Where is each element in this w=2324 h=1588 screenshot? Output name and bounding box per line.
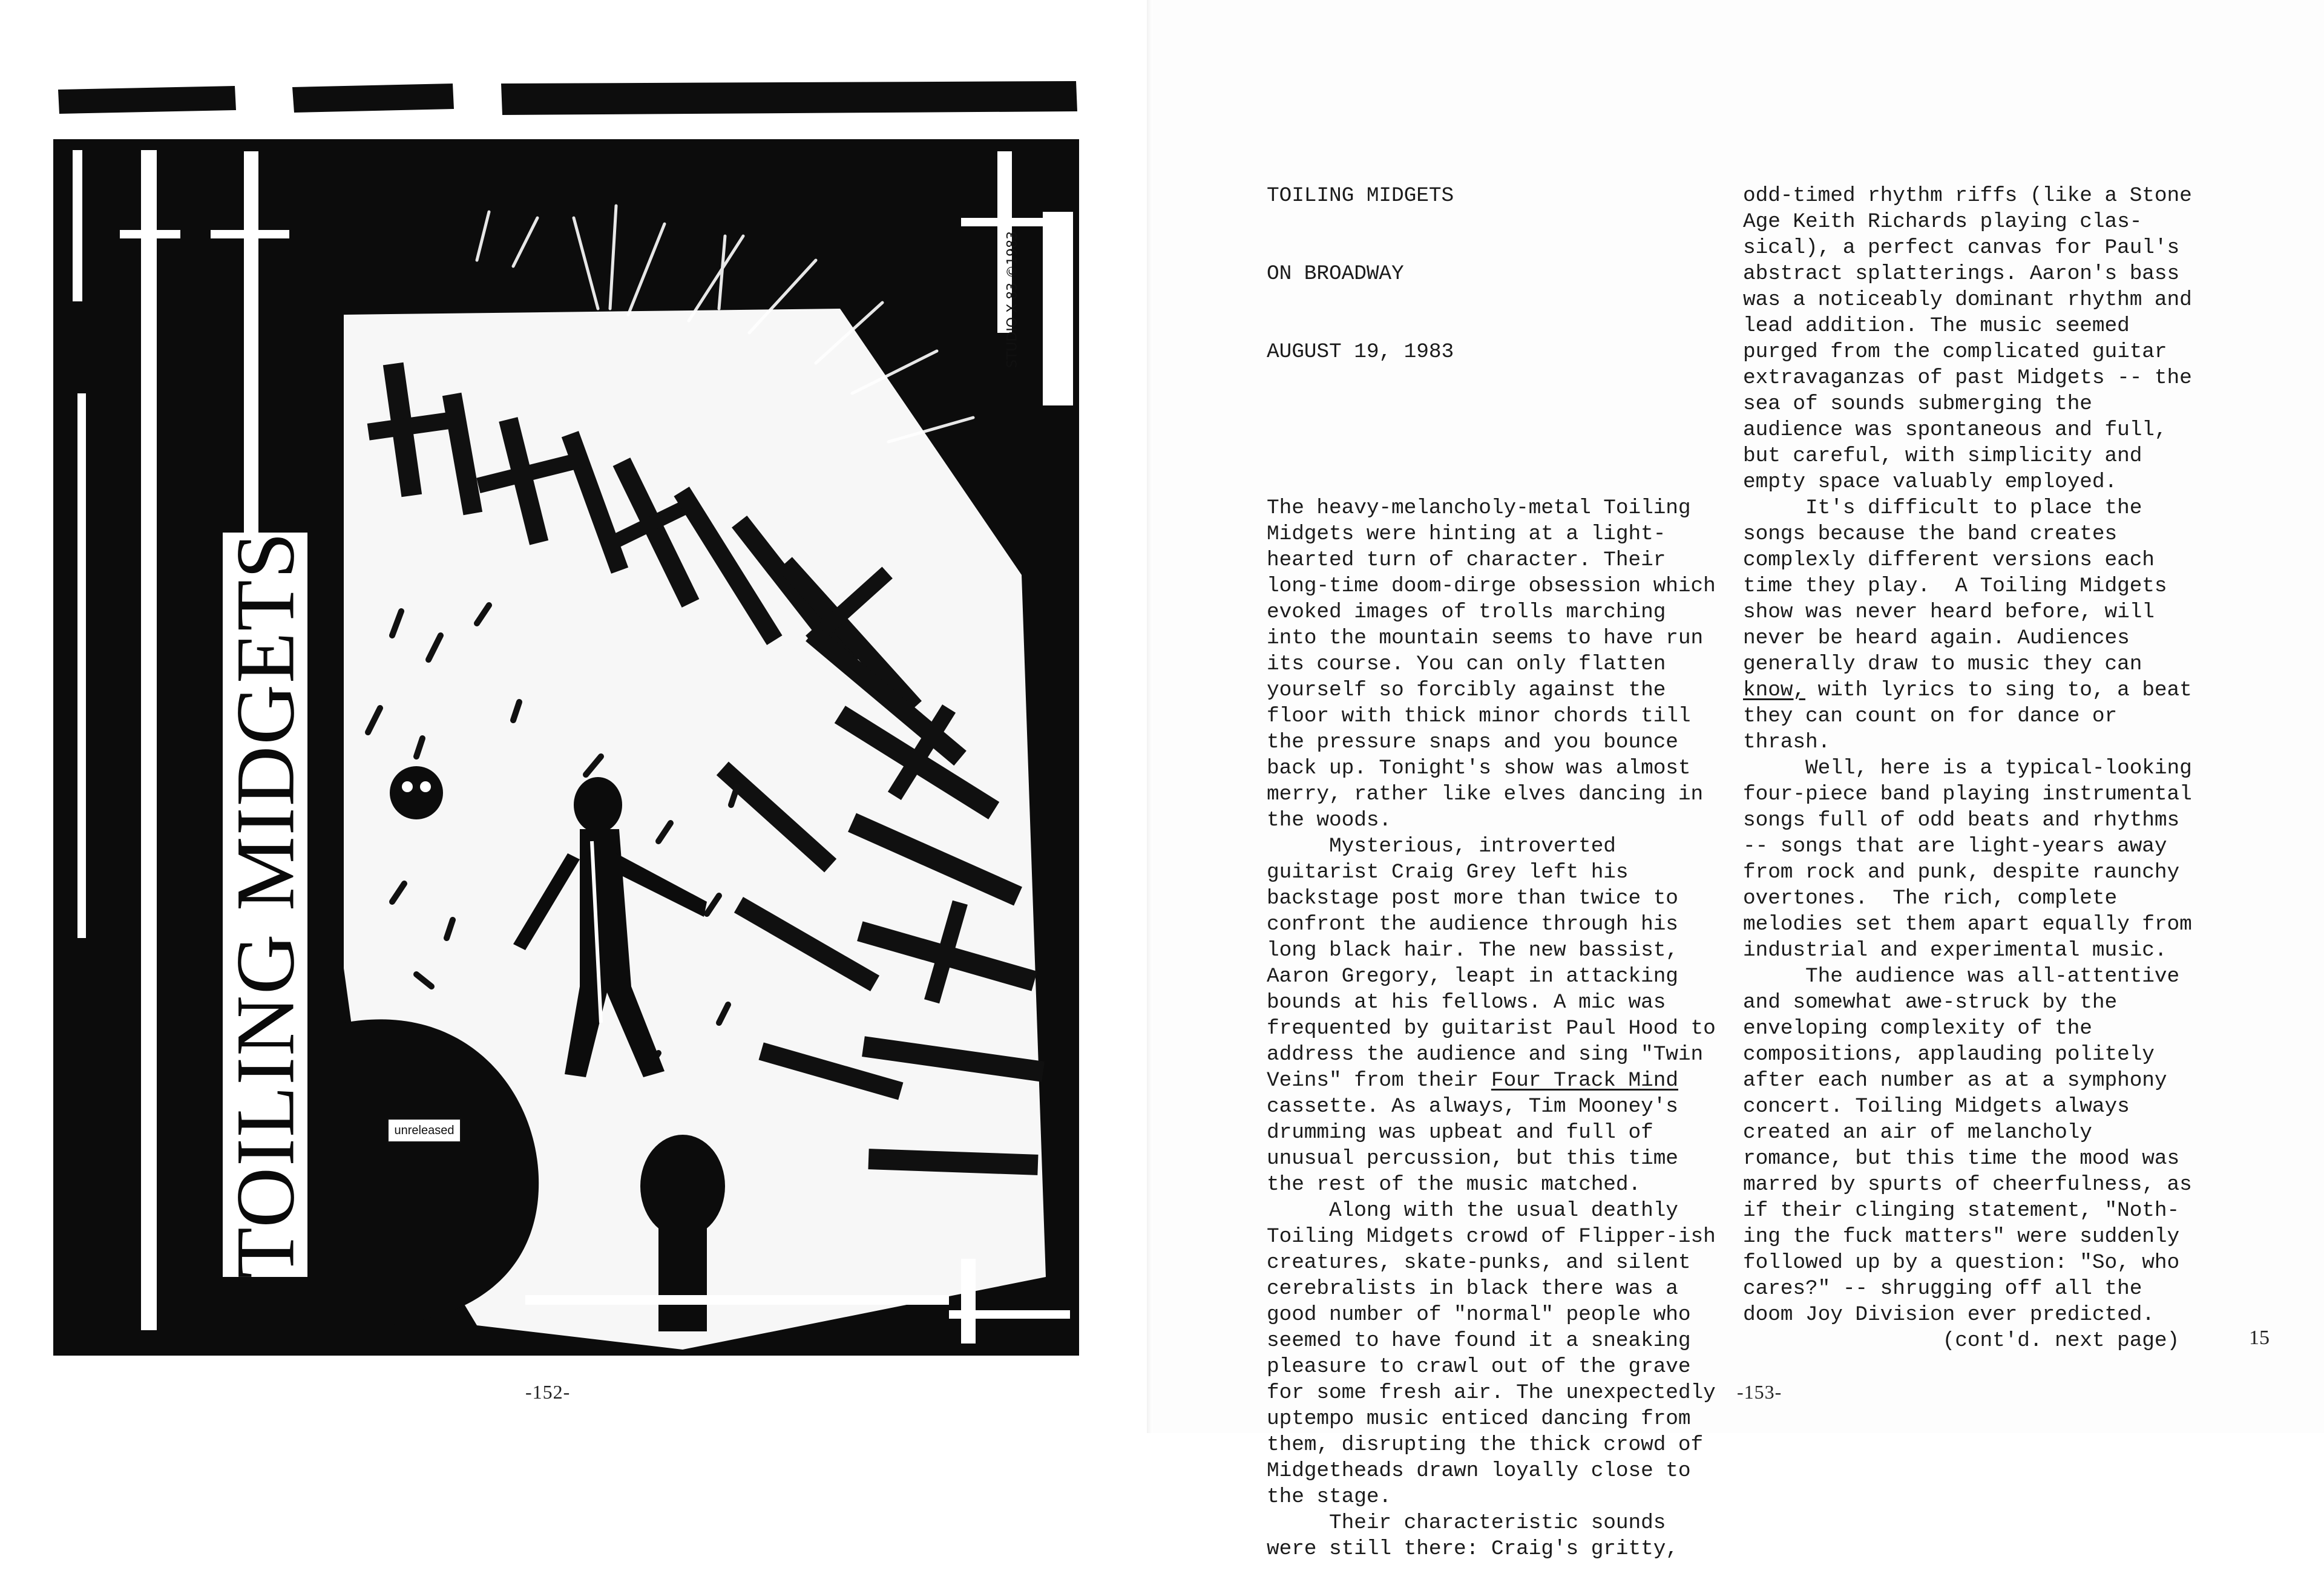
folio-right: -153-: [1737, 1381, 1782, 1403]
article-line-text: enveloping complexity of the: [1743, 1017, 2092, 1040]
article-line: [1267, 989, 1716, 1015]
article-line: [1743, 1094, 2192, 1120]
article-line: [1267, 1380, 1716, 1406]
article-line: [1267, 885, 1716, 911]
article-line-text: guitarist Craig Grey left his: [1267, 861, 1629, 884]
underlined-cassette-title: Four Track Mind: [1491, 1069, 1678, 1092]
article-line-text: Mysterious, introverted: [1267, 835, 1616, 858]
article-line-text: sea of sounds submerging the: [1743, 392, 2092, 416]
article-line-text: creatures, skate-punks, and silent: [1267, 1251, 1691, 1275]
article-line-text: thrash.: [1743, 730, 1831, 754]
article-line: [1743, 313, 2192, 339]
article-line: [1267, 625, 1716, 651]
article-line: [1267, 1068, 1716, 1094]
article-line: [1743, 287, 2192, 313]
article-line-text: back up. Tonight's show was almost: [1267, 756, 1691, 780]
article-line-text: The audience was all-attentive: [1743, 965, 2180, 988]
article-line: [1743, 677, 2192, 703]
article-line: [1267, 1172, 1716, 1198]
article-line: [1267, 1042, 1716, 1068]
article-line: [1267, 937, 1716, 963]
article-line-text: after each number as at a symphony: [1743, 1069, 2167, 1092]
article-line: [1743, 495, 2192, 521]
article-line: [1267, 1224, 1716, 1250]
article-line: [1267, 1120, 1716, 1146]
article-line-text: empty space valuably employed.: [1743, 470, 2118, 494]
article-line: [1267, 1198, 1716, 1224]
article-line-text: for some fresh air. The unexpectedly: [1267, 1381, 1716, 1405]
blank-line: [1267, 417, 1716, 443]
article-line-text: doom Joy Division ever predicted.: [1743, 1303, 2155, 1327]
article-line: [1743, 963, 2192, 989]
article-line-text: cares?" -- shrugging off all the: [1743, 1277, 2142, 1301]
article-line-text: complexly different versions each: [1743, 548, 2155, 572]
article-line-text: industrial and experimental music.: [1743, 939, 2167, 962]
band-name: TOILING MIDGETS: [218, 531, 312, 1279]
article-line-text: the woods.: [1267, 809, 1392, 832]
article-line: [1743, 1120, 2192, 1146]
article-line: [1743, 365, 2192, 391]
article-line: [1267, 677, 1716, 703]
article-line: [1267, 1432, 1716, 1458]
article-line: [1743, 1172, 2192, 1198]
article-line-text: followed up by a question: "So, who: [1743, 1251, 2180, 1275]
article-line: [1743, 209, 2192, 235]
article-line-text: time they play. A Toiling Midgets: [1743, 574, 2167, 598]
article-line-text: overtones. The rich, complete: [1743, 887, 2118, 910]
article-line: [1267, 703, 1716, 729]
article-line-text: with lyrics to sing to, a beat: [1805, 678, 2192, 702]
page-number: 15: [2249, 1327, 2270, 1349]
article-line-text: Aaron Gregory, leapt in attacking: [1267, 965, 1678, 988]
article-line: [1743, 235, 2192, 261]
article-line-text: The heavy-melancholy-metal Toiling: [1267, 496, 1691, 520]
article-line-text: songs full of odd beats and rhythms: [1743, 809, 2180, 832]
unreleased-label: unreleased: [387, 1118, 461, 1143]
article-line-text: odd-timed rhythm riffs (like a Stone: [1743, 184, 2192, 208]
article-line-text: long-time doom-dirge obsession which: [1267, 574, 1716, 598]
article-line: [1743, 781, 2192, 807]
article-line-text: generally draw to music they can: [1743, 652, 2142, 676]
article-heading-line: AUGUST 19, 1983: [1267, 340, 1454, 364]
article-line: [1743, 1146, 2192, 1172]
article-line-text: (cont'd. next page): [1743, 1329, 2180, 1353]
article-line: [1267, 729, 1716, 755]
article-line-text: but careful, with simplicity and: [1743, 444, 2142, 468]
article-line: [1743, 755, 2192, 781]
article-line-text: were still there: Craig's gritty,: [1267, 1537, 1678, 1561]
article-line: [1743, 937, 2192, 963]
article-line: [1267, 807, 1716, 833]
article-line: [1743, 1015, 2192, 1042]
band-name-banner: [218, 531, 312, 1279]
article-line-text: Midgets were hinting at a light-: [1267, 522, 1666, 546]
article-line: [1743, 573, 2192, 599]
left-page: [0, 0, 1153, 1433]
article-line-text: and somewhat awe-struck by the: [1743, 991, 2118, 1014]
article-line: [1267, 781, 1716, 807]
article-line: [1743, 443, 2192, 469]
article-line: [1743, 807, 2192, 833]
article-line-text: from rock and punk, despite raunchy: [1743, 861, 2180, 884]
article-line: [1743, 911, 2192, 937]
article-line-text: hearted turn of character. Their: [1267, 548, 1666, 572]
article-column-right: [1743, 131, 2192, 1380]
article-line: [1267, 1510, 1716, 1536]
article-line-text: Along with the usual deathly: [1267, 1199, 1678, 1222]
article-line: [1267, 1276, 1716, 1302]
article-line-text: backstage post more than twice to: [1267, 887, 1678, 910]
article-line: [1267, 1015, 1716, 1042]
article-line-text: was a noticeably dominant rhythm and: [1743, 288, 2192, 312]
article-line-text: Their characteristic sounds: [1267, 1511, 1666, 1535]
article-line-text: drumming was upbeat and full of: [1267, 1121, 1653, 1144]
article-line-text: extravaganzas of past Midgets -- the: [1743, 366, 2192, 390]
article-line-text: ing the fuck matters" were suddenly: [1743, 1225, 2180, 1248]
article-line-text: Toiling Midgets crowd of Flipper-ish: [1267, 1225, 1716, 1248]
article-line-text: bounds at his fellows. A mic was: [1267, 991, 1666, 1014]
article-line-text: evoked images of trolls marching: [1267, 600, 1666, 624]
article-line-text: the pressure snaps and you bounce: [1267, 730, 1678, 754]
article-line: [1743, 625, 2192, 651]
article-line: [1743, 1328, 2192, 1354]
article-line: [1743, 651, 2192, 677]
article-line: [1267, 859, 1716, 885]
article-line-text: Age Keith Richards playing clas-: [1743, 210, 2142, 234]
article-line: [1743, 703, 2192, 729]
article-line-text: never be heard again. Audiences: [1743, 626, 2130, 650]
article-line-text: unusual percussion, but this time: [1267, 1147, 1678, 1170]
article-line: [1267, 495, 1716, 521]
article-line: [1267, 833, 1716, 859]
article-line: [1267, 1406, 1716, 1432]
article-line: [1743, 261, 2192, 287]
article-line: [1267, 1250, 1716, 1276]
article-line-text: romance, but this time the mood was: [1743, 1147, 2180, 1170]
article-line-text: audience was spontaneous and full,: [1743, 418, 2167, 442]
article-line: [1267, 651, 1716, 677]
article-line-text: Well, here is a typical-looking: [1743, 756, 2192, 780]
article-line: [1743, 521, 2192, 547]
article-line: [1743, 1276, 2192, 1302]
article-line-text: its course. You can only flatten: [1267, 652, 1666, 676]
artist-signature-text: STUDIO X 83 ©1983: [1005, 231, 1020, 369]
article-line-text: cerebralists in black there was a: [1267, 1277, 1678, 1301]
article-line-text: frequented by guitarist Paul Hood to: [1267, 1017, 1716, 1040]
article-line-text: cassette. As always, Tim Mooney's: [1267, 1095, 1678, 1118]
article-line: [1743, 391, 2192, 417]
article-line-text: uptempo music enticed dancing from: [1267, 1407, 1691, 1431]
article-line-text: confront the audience through his: [1267, 913, 1678, 936]
article-line-text: merry, rather like elves dancing in: [1267, 783, 1704, 806]
article-line-text: them, disrupting the thick crowd of: [1267, 1433, 1704, 1457]
article-line-text: long black hair. The new bassist,: [1267, 939, 1678, 962]
article-line: [1743, 729, 2192, 755]
article-line-text: Midgetheads drawn loyally close to: [1267, 1459, 1691, 1483]
folio-left: -152-: [525, 1381, 571, 1403]
article-line-text: pleasure to crawl out of the grave: [1267, 1355, 1691, 1379]
article-line: [1743, 1302, 2192, 1328]
article-line: [1743, 417, 2192, 443]
article-line-text: sical), a perfect canvas for Paul's: [1743, 236, 2180, 260]
article-line: [1743, 547, 2192, 573]
article-heading-line: TOILING MIDGETS: [1267, 184, 1454, 208]
article-line-text: concert. Toiling Midgets always: [1743, 1095, 2130, 1118]
article-line: [1267, 1484, 1716, 1510]
article-line: [1743, 469, 2192, 495]
artist-signature: [997, 209, 1028, 390]
article-line: [1743, 1042, 2192, 1068]
article-line: [1267, 599, 1716, 625]
article-line: [1743, 1224, 2192, 1250]
article-line-text: purged from the complicated guitar: [1743, 340, 2167, 364]
article-line-text: songs because the band creates: [1743, 522, 2118, 546]
article-line: [1743, 885, 2192, 911]
article-line: [1743, 859, 2192, 885]
article-line-text: the rest of the music matched.: [1267, 1173, 1641, 1196]
article-line-text: they can count on for dance or: [1743, 704, 2118, 728]
article-line: [1743, 183, 2192, 209]
article-line-text: show was never heard before, will: [1743, 600, 2155, 624]
poster-illustration: [53, 79, 1082, 1356]
article-line: [1267, 573, 1716, 599]
article-line: [1267, 1536, 1716, 1562]
article-line: [1267, 1328, 1716, 1354]
article-line: [1743, 1198, 2192, 1224]
article-line: [1743, 989, 2192, 1015]
article-line-text: four-piece band playing instrumental: [1743, 783, 2192, 806]
article-line-text: compositions, applauding politely: [1743, 1043, 2155, 1066]
article-line-text: melodies set them apart equally from: [1743, 913, 2192, 936]
article-line: [1267, 521, 1716, 547]
article-line: [1743, 833, 2192, 859]
article-line-text: seemed to have found it a sneaking: [1267, 1329, 1691, 1353]
article-line-text: marred by spurts of cheerfulness, as: [1743, 1173, 2192, 1196]
article-line-text: Veins" from their: [1267, 1069, 1491, 1092]
article-line-text: It's difficult to place the: [1743, 496, 2142, 520]
article-line: [1267, 1146, 1716, 1172]
article-line: [1267, 911, 1716, 937]
article-line-text: lead addition. The music seemed: [1743, 314, 2130, 338]
article-line-text: abstract splatterings. Aaron's bass: [1743, 262, 2180, 286]
article-line-text: -- songs that are light-years away: [1743, 835, 2167, 858]
article-line-text: yourself so forcibly against the: [1267, 678, 1666, 702]
article-line: [1267, 547, 1716, 573]
article-line: [1743, 1250, 2192, 1276]
article-line: [1743, 339, 2192, 365]
poster-artwork: [53, 79, 1082, 1356]
article-line-text: address the audience and sing "Twin: [1267, 1043, 1704, 1066]
article-line-text: floor with thick minor chords till: [1267, 704, 1691, 728]
article-line: [1267, 1302, 1716, 1328]
article-column-left: [1267, 131, 1716, 1588]
article-line-text: if their clinging statement, "Noth-: [1743, 1199, 2180, 1222]
article-line: [1743, 1068, 2192, 1094]
article-line: [1267, 1354, 1716, 1380]
article-line-text: created an air of melancholy: [1743, 1121, 2092, 1144]
article-line: [1267, 963, 1716, 989]
article-body-left: [1267, 495, 1716, 1562]
article-line-text: into the mountain seems to have run: [1267, 626, 1704, 650]
article-line: [1267, 1458, 1716, 1484]
underlined-word: know,: [1743, 678, 1806, 702]
article-heading-line: ON BROADWAY: [1267, 262, 1404, 286]
article-body-right: [1743, 183, 2192, 1354]
article-line-text: the stage.: [1267, 1485, 1392, 1509]
article-line: [1267, 1094, 1716, 1120]
article-line: [1267, 755, 1716, 781]
article-line-text: good number of "normal" people who: [1267, 1303, 1691, 1327]
article-line: [1743, 599, 2192, 625]
